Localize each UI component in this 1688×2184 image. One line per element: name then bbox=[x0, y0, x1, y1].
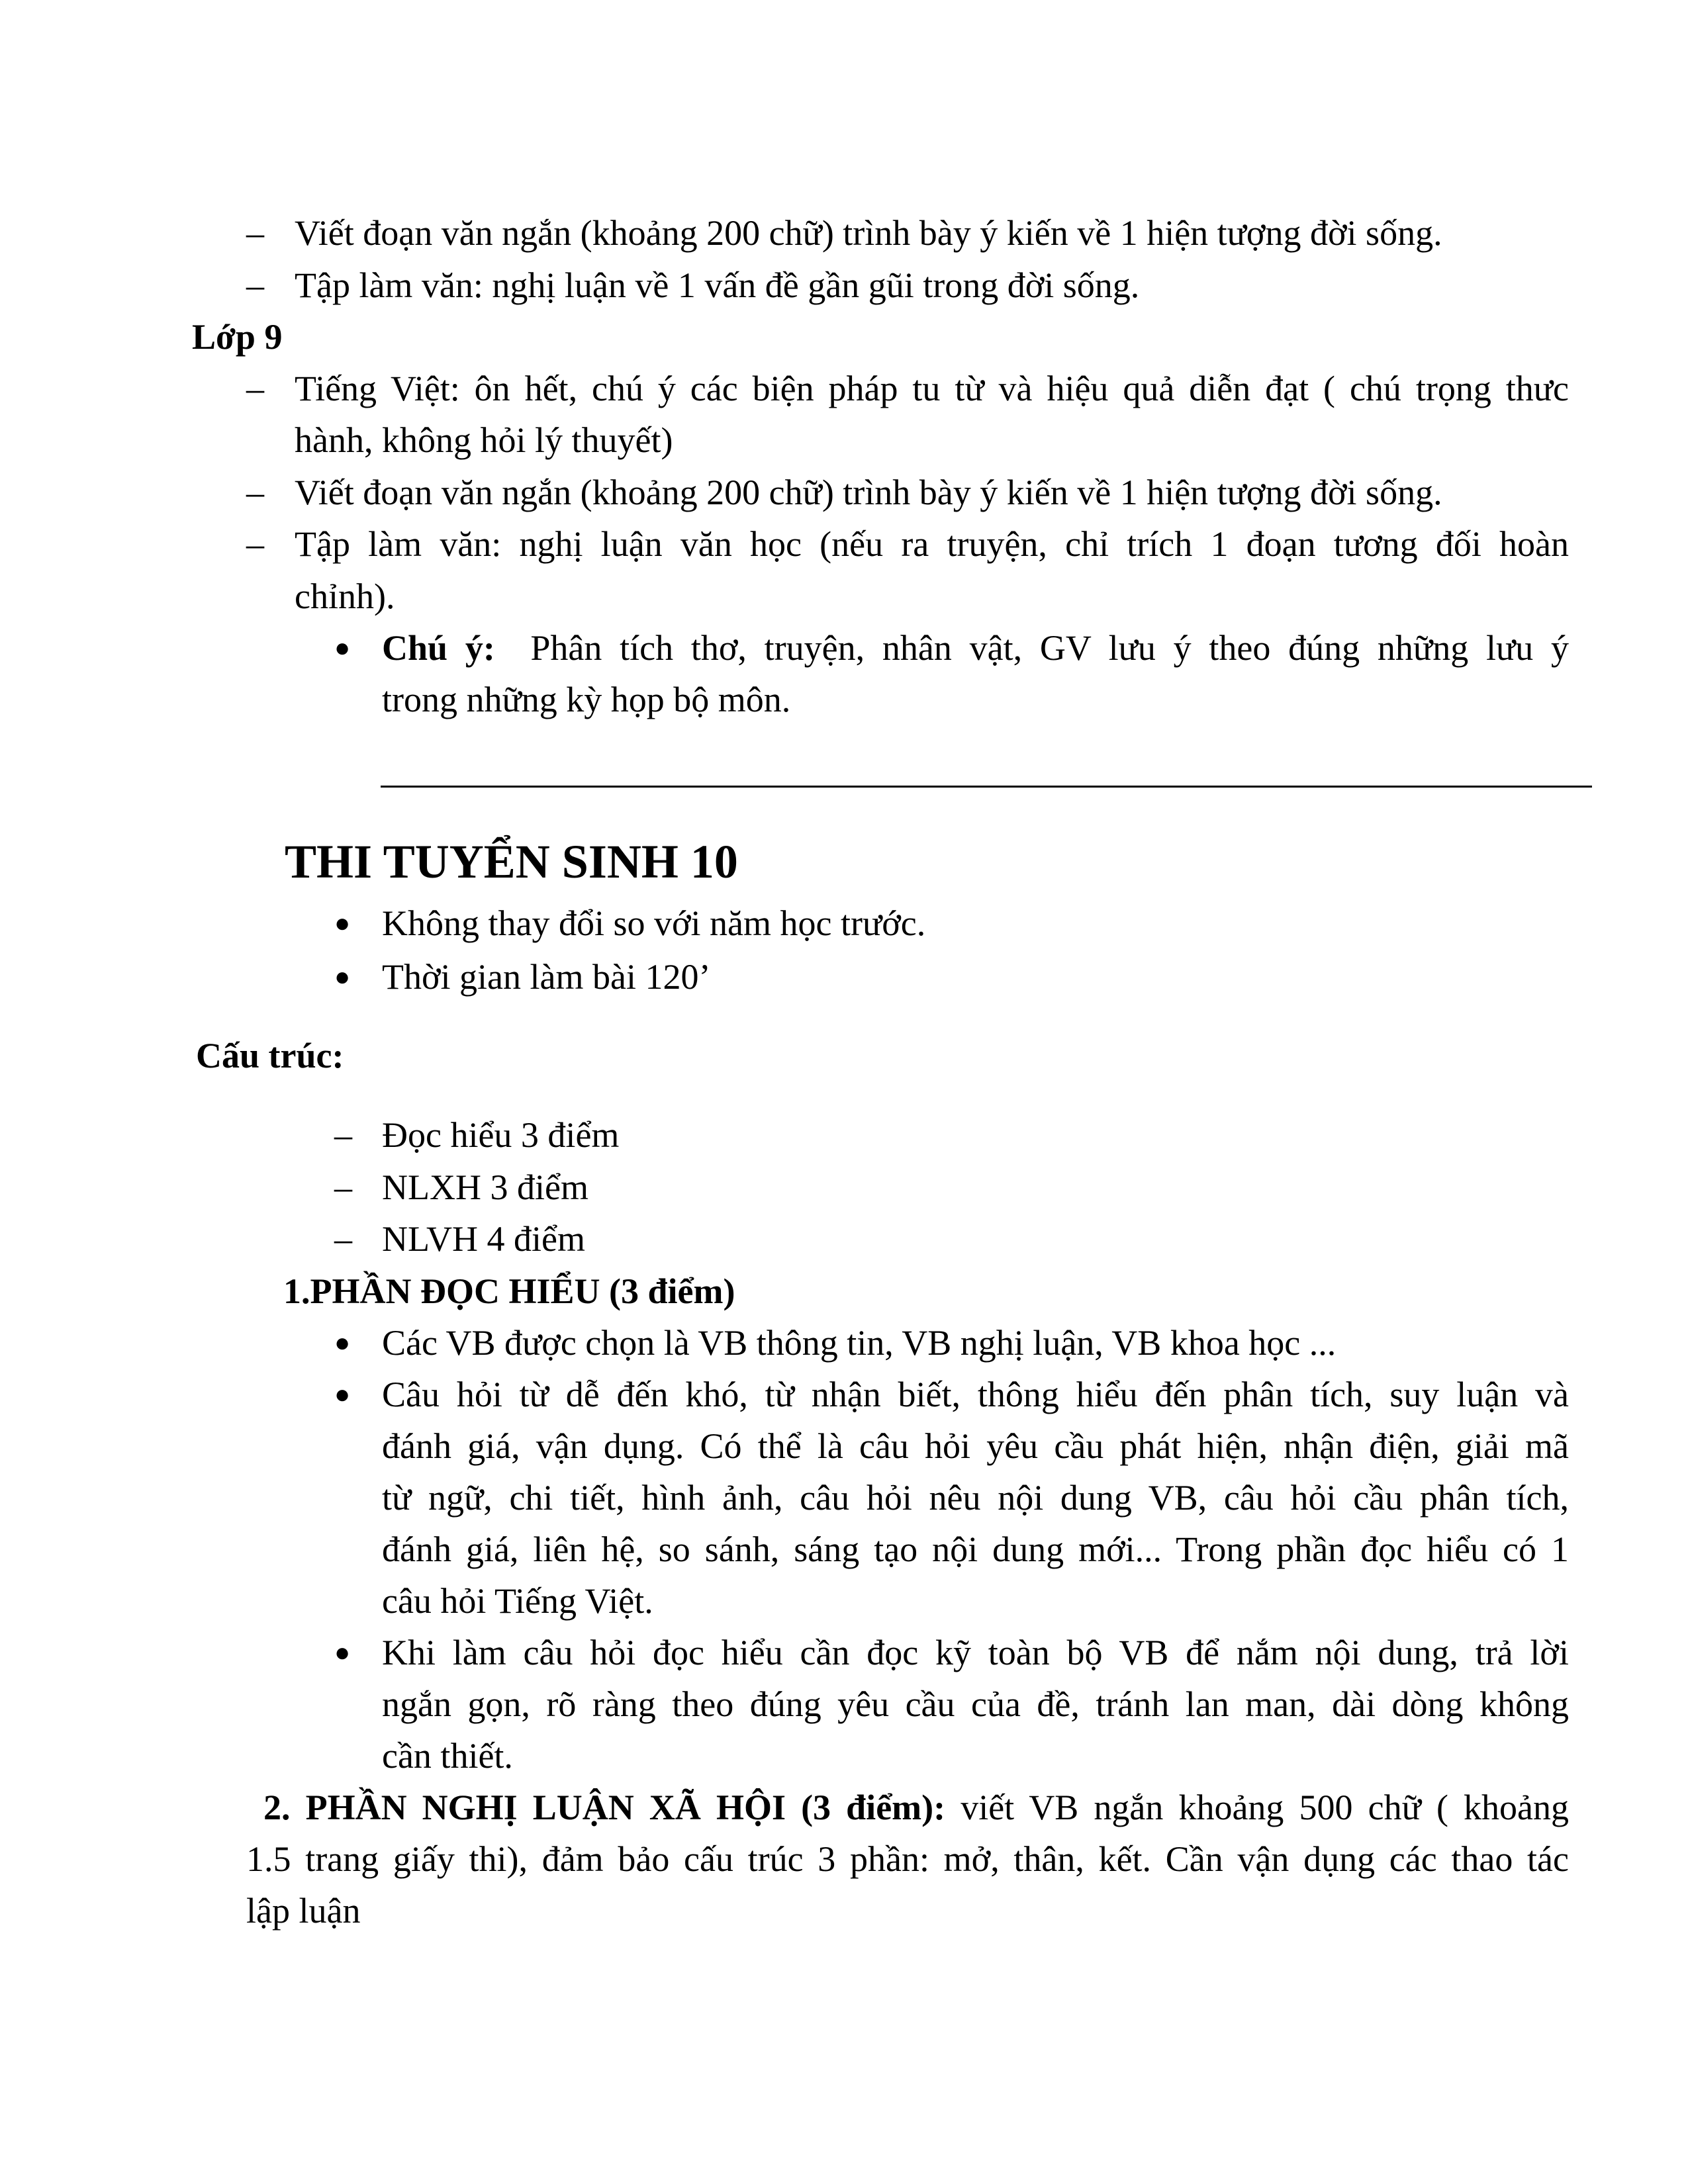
note-text: Phân tích thơ, truyện, nhân vật, GV lưu ý theo đúng những lưu ý bbox=[530, 628, 1569, 668]
list-item: Thời gian làm bài 120’ bbox=[382, 957, 711, 997]
note-line bbox=[382, 622, 1569, 674]
structure-item: NLXH 3 điểm bbox=[382, 1167, 588, 1207]
structure-item: Đọc hiểu 3 điểm bbox=[382, 1115, 620, 1155]
list-item: Tiếng Việt: ôn hết, chú ý các biện pháp tu từ và hiệu quả diễn đạt ( chú trọng thưc bbox=[295, 369, 1569, 408]
grade-heading: Lớp 9 bbox=[192, 317, 283, 357]
list-item-continued: hành, không hỏi lý thuyết) bbox=[295, 420, 673, 460]
note-line-continued: trong những kỳ họp bộ môn. bbox=[382, 680, 791, 719]
dash-bullet bbox=[246, 467, 264, 518]
list-item: Khi làm câu hỏi đọc hiểu cần đọc kỹ toàn bộ VB để nắm nội dung, trả lời bbox=[382, 1633, 1569, 1672]
list-item: Tập làm văn: nghị luận về 1 vấn đề gần gũi trong đời sống. bbox=[295, 265, 1140, 305]
list-item-continued: ngắn gọn, rõ ràng theo đúng yêu cầu của đề, tránh lan man, dài dòng không bbox=[382, 1684, 1569, 1724]
list-item-continued: câu hỏi Tiếng Việt. bbox=[382, 1581, 653, 1621]
structure-item: NLVH 4 điểm bbox=[382, 1219, 585, 1259]
dash-bullet bbox=[246, 259, 264, 311]
bullet-dot bbox=[334, 897, 350, 949]
bullet-dot bbox=[334, 622, 350, 674]
dash-bullet bbox=[246, 363, 264, 414]
bullet-dot bbox=[334, 1369, 350, 1420]
list-item-continued: đánh giá, liên hệ, so sánh, sáng tạo nội dung mới... Trong phần đọc hiểu có 1 bbox=[382, 1529, 1569, 1569]
part2-line: 1.5 trang giấy thi), đảm bảo cấu trúc 3 phần: mở, thân, kết. Cần vận dụng các thao tác bbox=[246, 1839, 1569, 1879]
structure-heading: Cấu trúc: bbox=[196, 1036, 344, 1075]
list-item: Câu hỏi từ dễ đến khó, từ nhận biết, thông hiểu đến phân tích, suy luận và bbox=[382, 1375, 1569, 1414]
part2-line: lập luận bbox=[246, 1891, 361, 1931]
list-item: Không thay đổi so với năm học trước. bbox=[382, 903, 926, 943]
bullet-dot bbox=[334, 951, 350, 1003]
list-item-continued: từ ngữ, chi tiết, hình ảnh, câu hỏi nêu nội dung VB, câu hỏi cầu phân tích, bbox=[382, 1478, 1569, 1518]
dash-bullet bbox=[334, 1213, 352, 1265]
list-item-continued: chỉnh). bbox=[295, 576, 395, 616]
section-title: THI TUYỂN SINH 10 bbox=[285, 835, 738, 888]
part2-text: viết VB ngắn khoảng 500 chữ ( khoảng bbox=[961, 1788, 1569, 1827]
list-item: Tập làm văn: nghị luận văn học (nếu ra truyện, chỉ trích 1 đoạn tương đối hoàn bbox=[295, 524, 1569, 564]
list-item-continued: đánh giá, vận dụng. Có thể là câu hỏi yêu cầu phát hiện, nhận điện, giải mã bbox=[382, 1426, 1569, 1466]
list-item: Các VB được chọn là VB thông tin, VB nghị luận, VB khoa học ... bbox=[382, 1323, 1336, 1363]
part2-heading: 2. PHẦN NGHỊ LUẬN XÃ HỘI (3 điểm): bbox=[263, 1788, 946, 1827]
dash-bullet bbox=[246, 207, 264, 259]
list-item: Viết đoạn văn ngắn (khoảng 200 chữ) trình bày ý kiến về 1 hiện tượng đời sống. bbox=[295, 213, 1442, 253]
dash-bullet bbox=[246, 518, 264, 570]
part1-heading: 1.PHẦN ĐỌC HIỂU (3 điểm) bbox=[283, 1271, 735, 1311]
list-item-continued: cần thiết. bbox=[382, 1736, 513, 1776]
bullet-dot bbox=[334, 1317, 350, 1369]
list-item: Viết đoạn văn ngắn (khoảng 200 chữ) trình bày ý kiến về 1 hiện tượng đời sống. bbox=[295, 473, 1442, 512]
dash-bullet bbox=[334, 1109, 352, 1161]
dash-bullet bbox=[334, 1161, 352, 1213]
bullet-dot bbox=[334, 1627, 350, 1678]
part2-first-line bbox=[263, 1782, 1569, 1833]
horizontal-divider bbox=[381, 786, 1592, 788]
note-label: Chú ý: bbox=[382, 628, 495, 668]
